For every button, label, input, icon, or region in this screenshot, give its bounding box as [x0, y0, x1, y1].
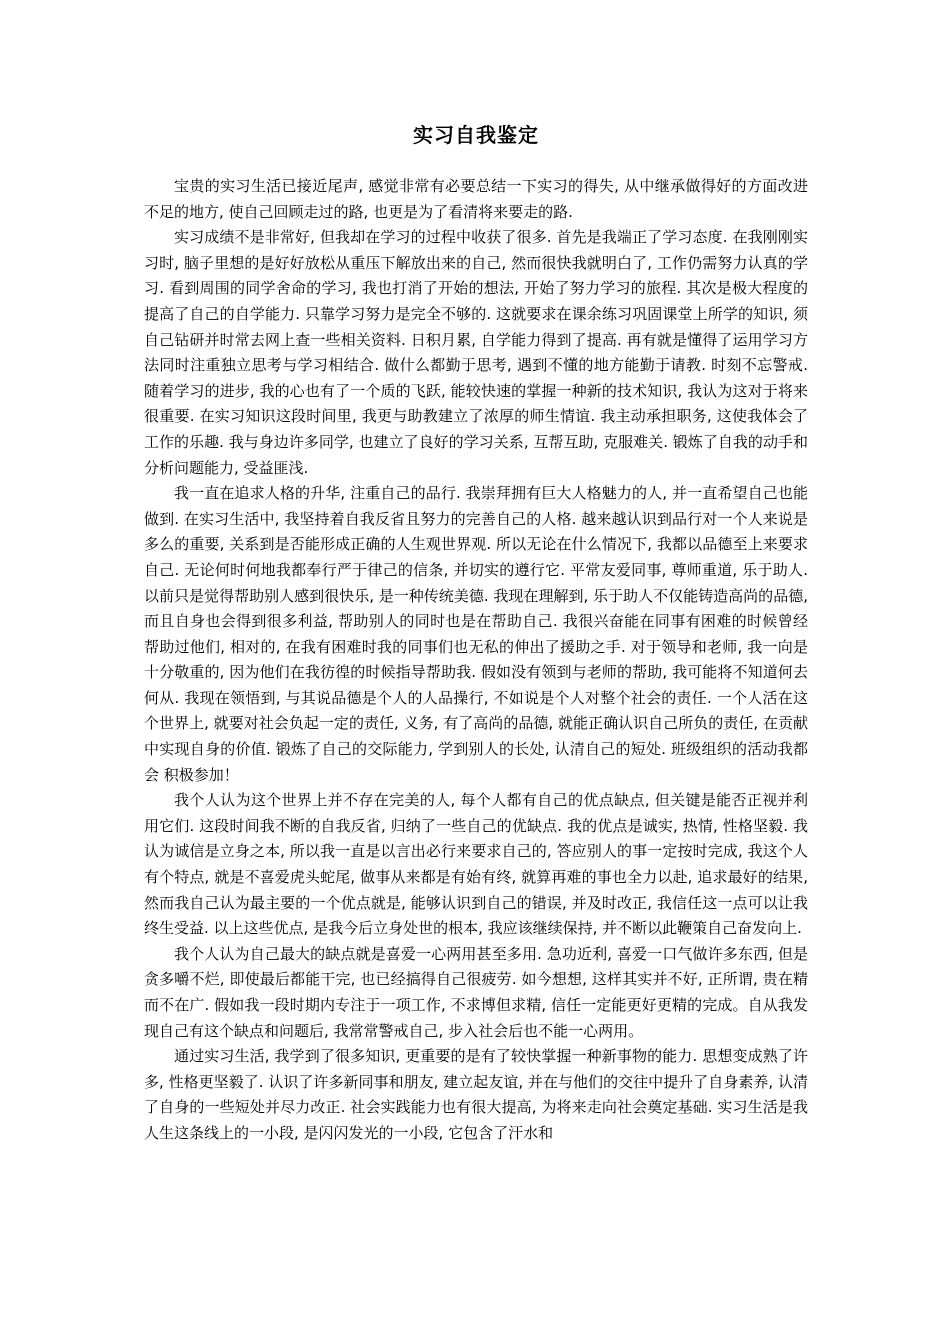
paragraph-study: 实习成绩不是非常好, 但我却在学习的过程中收获了很多. 首先是我端正了学习态度. 在我刚刚实习时, 脑子里想的是好好放松从重压下解放出来的自己, 然而很快我就明白了, 工作仍需努力认真的学习. 看到周围的同学舍命的学习, 我也打消了开始的想法, 开始了努力学习的旅程. 其次是极大程度的提高了自己的自学能力. 只靠学习努力是完全不够的. 这就要求在课余练习巩固课堂上所学的知识, 须自己钻研并时常去网上查一些相关资料. 日积月累, 自学能力得到了提高. 再有就是懂得了运用学习方法同时注重独立思考与学习相结合. 做什么都勤于思考, 遇到不懂的地方能勤于请教. 时刻不忘警戒. 随着学习的进步, 我的心也有了一个质的飞跃, 能较快速的掌握一种新的技术知识, 我认为这对于将来很重要. 在实习知识这段时间里, 我更与助教建立了浓厚的师生情谊. 我主动承担职务, 这使我体会了工作的乐趣. 我与身边许多同学, 也建立了良好的学习关系, 互帮互助, 克服难关. 锻炼了自我的动手和分析问题能力, 受益匪浅.	[144, 228, 808, 477]
paragraph-character: 我一直在追求人格的升华, 注重自己的品行. 我崇拜拥有巨大人格魅力的人, 并一直希望自己也能做到. 在实习生活中, 我坚持着自我反省且努力的完善自己的人格. 越来越认识到品行对一个人来说是多么的重要, 关系到是否能形成正确的人生观世界观. 所以无论在什么情况下, 我都以品德至上来要求自己. 无论何时何地我都奉行严于律己的信条, 并切实的遵行它. 平常友爱同事, 尊师重道, 乐于助人. 以前只是觉得帮助别人感到很快乐, 是一种传统美德. 我现在理解到, 乐于助人不仅能铸造高尚的品德, 而且自身也会得到很多利益, 帮助别人的同时也是在帮助自己. 我很兴奋能在同事有困难的时候曾经帮助过他们, 相对的, 在我有困难时我的同事们也无私的伸出了援助之手. 对于领导和老师, 我一向是十分敬重的, 因为他们在我彷徨的时候指导帮助我. 假如没有领到与老师的帮助, 我可能将不知道何去何从. 我现在领悟到, 与其说品德是个人的人品操行, 不如说是个人对整个社会的责任. 一个人活在这个世界上, 就要对社会负起一定的责任, 义务, 有了高尚的品德, 就能正确认识自己所负的责任, 在贡献中实现自身的价值. 锻炼了自己的交际能力, 学到别人的长处, 认清自己的短处. 班级组织的活动我都会 积极参加！	[144, 484, 808, 784]
paragraph-weaknesses: 我个人认为自己最大的缺点就是喜爱一心两用甚至多用. 急功近利, 喜爱一口气做许多东西, 但是贪多嚼不烂, 即使最后都能干完, 也已经搞得自己很疲劳. 如今想想, 这样其实并不好, 正所谓, 贵在精而不在广. 假如我一段时期内专注于一项工作, 不求博但求精, 信任一定能更好更精的完成。自从我发现自己有这个缺点和问题后, 我常常警戒自己, 步入社会后也不能一心两用。	[144, 944, 808, 1040]
paragraph-intro: 宝贵的实习生活已接近尾声, 感觉非常有必要总结一下实习的得失, 从中继承做得好的方面改进不足的地方, 使自己回顾走过的路, 也更是为了看清将来要走的路.	[144, 177, 808, 221]
paragraph-strengths: 我个人认为这个世界上并不存在完美的人, 每个人都有自己的优点缺点, 但关键是能否正视并利用它们. 这段时间我不断的自我反省, 归纳了一些自己的优缺点. 我的优点是诚实, 热情, 性格坚毅. 我认为诚信是立身之本, 所以我一直是以言出必行来要求自己的, 答应别人的事一定按时完成, 我这个人有个特点, 就是不喜爱虎头蛇尾, 做事从来都是有始有终, 就算再难的事也全力以赴, 追求最好的结果, 然而我自己认为最主要的一个优点就是, 能够认识到自己的错误, 并及时改正, 我信任这一点可以让我终生受益. 以上这些优点, 是我今后立身处世的根本, 我应该继续保持, 并不断以此鞭策自己奋发向上.	[144, 791, 808, 938]
document-title: 实习自我鉴定	[413, 123, 539, 147]
paragraph-conclusion: 通过实习生活, 我学到了很多知识, 更重要的是有了较快掌握一种新事物的能力. 思想变成熟了许多, 性格更坚毅了. 认识了许多新同事和朋友, 建立起友谊, 并在与他们的交往中提升了自身素养, 认清了自身的一些短处并尽力改正. 社会实践能力也有很大提高, 为将来走向社会奠定基础. 实习生活是我人生这条线上的一小段, 是闪闪发光的一小段, 它包含了汗水和	[144, 1047, 808, 1142]
document-page	[144, 120, 808, 1147]
